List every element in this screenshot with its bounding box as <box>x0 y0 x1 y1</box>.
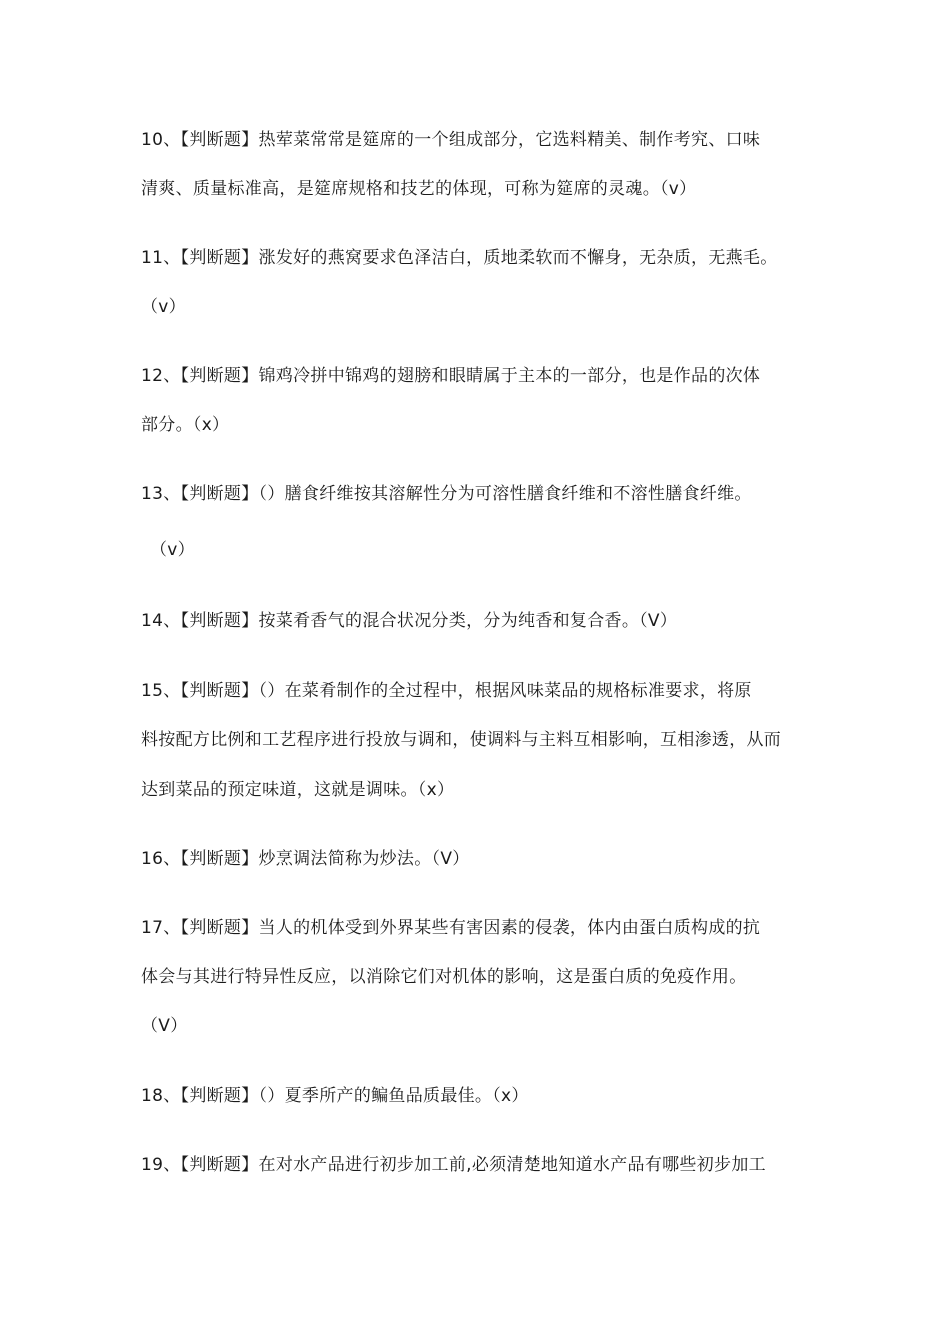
question-17-line-3: （V） <box>141 1016 188 1036</box>
question-17-line-2: 体会与其进行特异性反应，以消除它们对机体的影响，这是蛋白质的免疫作用。 <box>141 967 747 987</box>
question-17-line-1: 17、【判断题】当人的机体受到外界某些有害因素的侵袭，体内由蛋白质构成的抗 <box>141 918 761 938</box>
question-15-line-1: 15、【判断题】（）在菜肴制作的全过程中，根据风味菜品的规格标准要求，将原 <box>141 681 752 701</box>
question-18-line-1: 18、【判断题】（）夏季所产的鳊鱼品质最佳。（x） <box>141 1086 529 1106</box>
question-11-line-2: （v） <box>141 297 186 317</box>
question-12-line-1: 12、【判断题】锦鸡冷拼中锦鸡的翅膀和眼睛属于主本的一部分，也是作品的次体 <box>141 366 761 386</box>
question-13-line-1: 13、【判断题】（）膳食纤维按其溶解性分为可溶性膳食纤维和不溶性膳食纤维。 <box>141 484 752 504</box>
question-13-line-2: （v） <box>150 540 195 560</box>
question-10-line-1: 10、【判断题】热荤菜常常是筵席的一个组成部分，它选料精美、制作考究、口味 <box>141 130 761 150</box>
question-19-line-1: 19、【判断题】在对水产品进行初步加工前,必须清楚地知道水产品有哪些初步加工 <box>141 1155 766 1175</box>
question-11-line-1: 11、【判断题】涨发好的燕窝要求色泽洁白，质地柔软而不懈身，无杂质，无燕毛。 <box>141 248 778 268</box>
question-15-line-3: 达到菜品的预定味道，这就是调味。（x） <box>141 780 455 800</box>
question-14-line-1: 14、【判断题】按菜肴香气的混合状况分类，分为纯香和复合香。（V） <box>141 611 678 631</box>
question-10-line-2: 清爽、质量标准高，是筵席规格和技艺的体现，可称为筵席的灵魂。（v） <box>141 179 697 199</box>
question-15-line-2: 料按配方比例和工艺程序进行投放与调和，使调料与主料互相影响，互相渗透，从而 <box>141 730 782 750</box>
question-16-line-1: 16、【判断题】炒烹调法简称为炒法。（V） <box>141 849 470 869</box>
question-12-line-2: 部分。（x） <box>141 415 230 435</box>
